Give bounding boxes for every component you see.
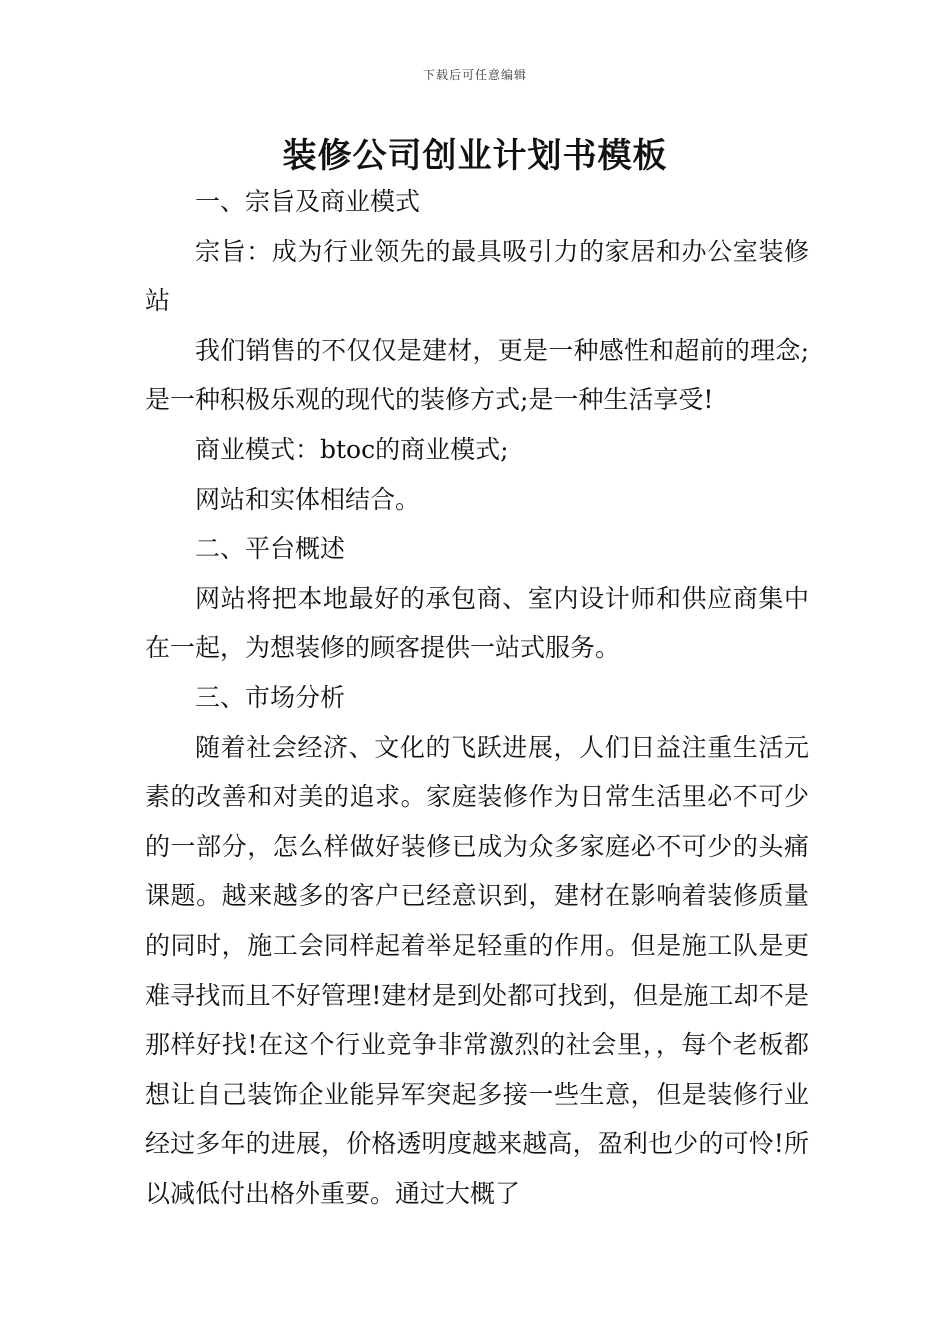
paragraph-purpose: 宗旨：成为行业领先的最具吸引力的家居和办公室装修站 bbox=[145, 236, 809, 316]
section-heading-platform: 二、平台概述 bbox=[195, 534, 346, 564]
document-title: 装修公司创业计划书模板 bbox=[282, 136, 668, 176]
paragraph-online-offline: 网站和实体相结合。 bbox=[195, 484, 421, 514]
document-body bbox=[145, 177, 809, 1218]
paragraph-business-model: 商业模式：btoc的商业模式; bbox=[195, 434, 509, 464]
download-note: 下载后可任意编辑 bbox=[422, 68, 527, 82]
paragraph-platform-overview: 网站将把本地最好的承包商、室内设计师和供应商集中在一起，为想装修的顾客提供一站式服务。 bbox=[145, 583, 809, 663]
section-heading-purpose: 一、宗旨及商业模式 bbox=[195, 187, 421, 216]
paragraph-market-analysis: 随着社会经济、文化的飞跃进展，人们日益注重生活元素的改善和对美的追求。家庭装修作为日常生活里必不可少的一部分，怎么样做好装修已成为众多家庭必不可少的头痛课题。越来越多的客户已经意识到，建材在影响着装修质量的同时，施工会同样起着举足轻重的作用。但是施工队是更难寻找而且不好管理!建材是到处都可找到，但是施工却不是那样好找!在这个行业竞争非常激烈的社会里，，每个老板都想让自己装饰企业能异军突起多接一些生意，但是装修行业经过多年的进展，价格透明度越来越高，盈利也少的可怜!所以减低付出格外重要。通过大概了 bbox=[145, 732, 809, 1208]
paragraph-philosophy: 我们销售的不仅仅是建材，更是一种感性和超前的理念;是一种积极乐观的现代的装修方式;是一种生活享受! bbox=[145, 335, 809, 415]
section-heading-market: 三、市场分析 bbox=[195, 682, 346, 712]
